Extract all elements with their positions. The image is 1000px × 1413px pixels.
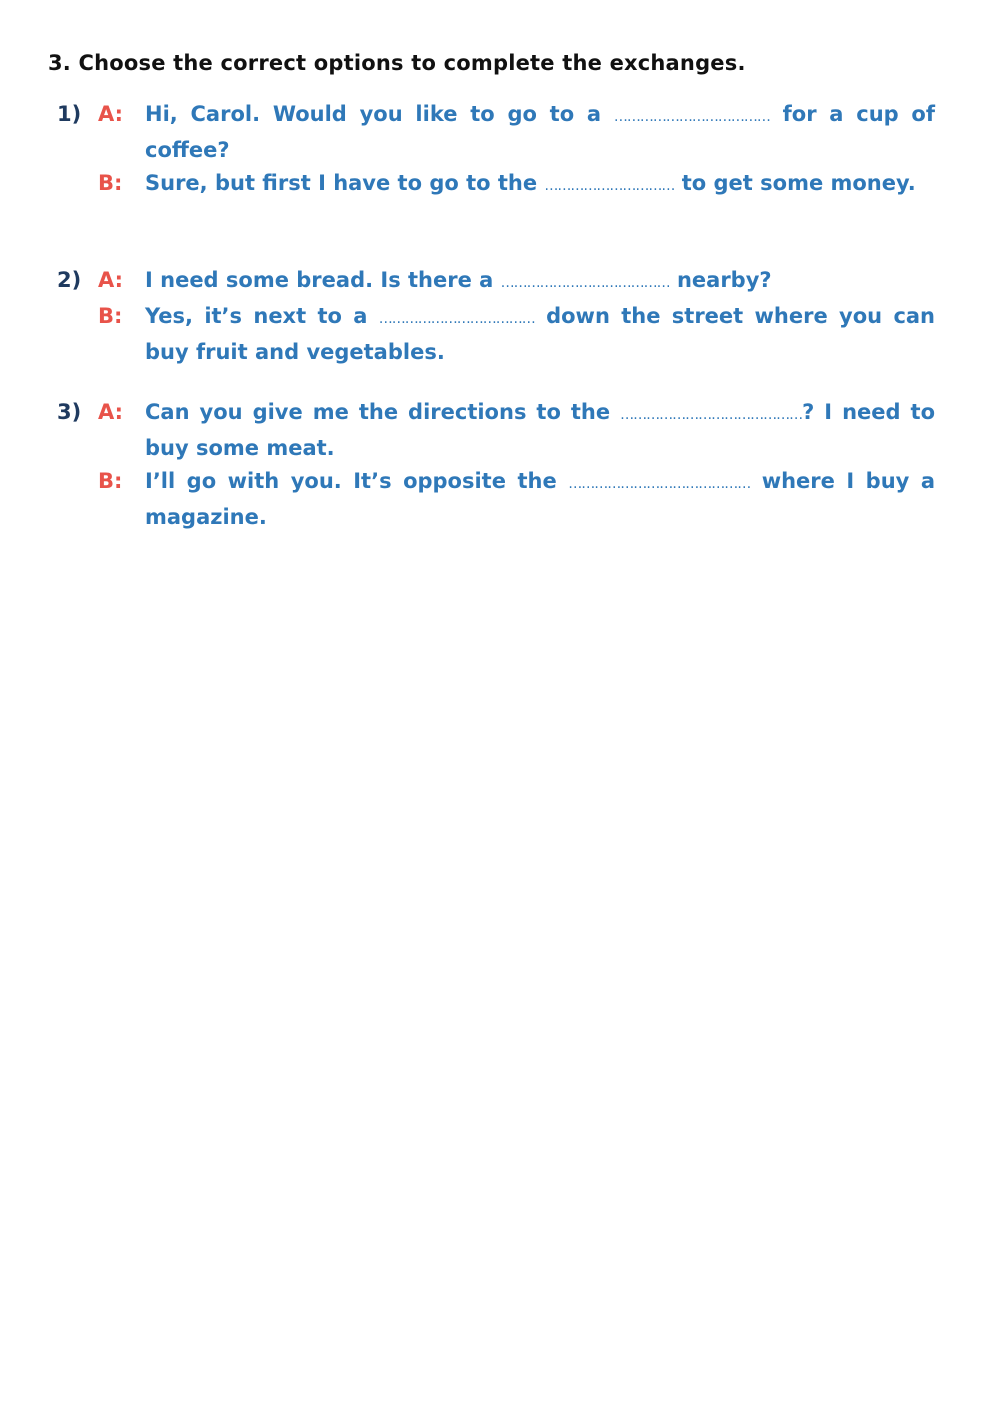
turn-text xyxy=(145,300,935,369)
speaker-label: B: xyxy=(98,469,123,493)
text-after: ? I need to buy some meat. xyxy=(145,400,935,460)
text-after: nearby? xyxy=(676,268,772,292)
text-before: Yes, it’s next to a xyxy=(145,304,368,328)
exchange-number: 3) xyxy=(57,400,82,424)
exchange-1 xyxy=(0,98,1000,203)
turn-b xyxy=(0,300,1000,369)
text-before: I’ll go with you. It’s opposite the xyxy=(145,469,557,493)
text-before: Hi, Carol. Would you like to go to a xyxy=(145,102,602,126)
turn-text xyxy=(145,167,935,203)
turn-b xyxy=(0,465,1000,534)
text-before: Sure, but first I have to go to the xyxy=(145,171,538,195)
turn-text xyxy=(145,98,935,167)
text-before: Can you give me the directions to the xyxy=(145,400,611,424)
blank-gap[interactable]: ………………………………… xyxy=(500,275,670,291)
turn-a xyxy=(0,264,1000,300)
speaker-label: B: xyxy=(98,304,123,328)
blank-gap[interactable]: ………………………… xyxy=(544,178,675,194)
text-after: where I buy a magazine. xyxy=(145,469,936,529)
speaker-label: B: xyxy=(98,171,123,195)
exchange-3 xyxy=(0,396,1000,534)
blank-gap[interactable]: ……………………………… xyxy=(613,109,770,125)
speaker-label: A: xyxy=(98,400,124,424)
speaker-label: A: xyxy=(98,102,124,126)
text-before: I need some bread. Is there a xyxy=(145,268,494,292)
speaker-label: A: xyxy=(98,268,124,292)
turn-text xyxy=(145,396,935,465)
blank-gap[interactable]: …………………………………… xyxy=(568,476,751,492)
exchange-2 xyxy=(0,264,1000,369)
text-after: down the street where you can buy fruit and vegetables. xyxy=(145,304,936,364)
exchange-number: 1) xyxy=(57,102,82,126)
instruction-heading: 3. Choose the correct options to complete the exchanges. xyxy=(48,51,746,75)
blank-gap[interactable]: …………………………………… xyxy=(620,407,803,423)
turn-text xyxy=(145,264,935,300)
turn-a xyxy=(0,98,1000,167)
turn-a xyxy=(0,396,1000,465)
turn-text xyxy=(145,465,935,534)
exchange-number: 2) xyxy=(57,268,82,292)
blank-gap[interactable]: ……………………………… xyxy=(378,311,535,327)
text-after: for a cup of coffee? xyxy=(145,102,935,162)
turn-b xyxy=(0,167,1000,203)
text-after: to get some money. xyxy=(681,171,916,195)
